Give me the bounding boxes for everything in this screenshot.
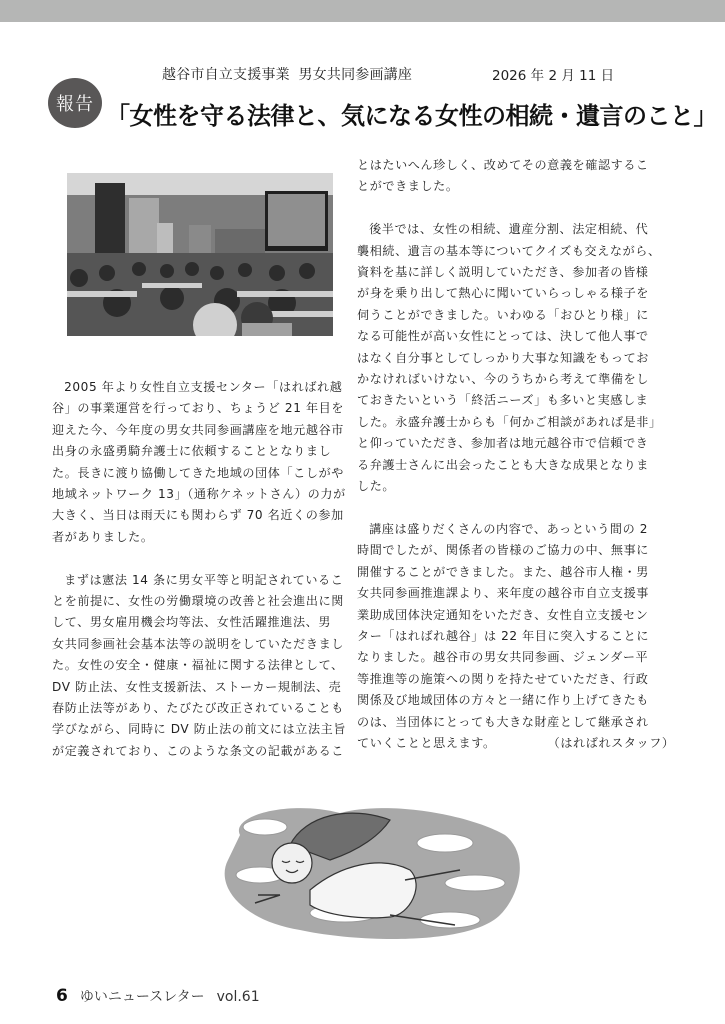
paragraph-line: 大きく、当日は雨天にも関わらず 70 名近くの参加 [52,508,344,523]
paragraph-line: なる可能性が高い女性にとっては、決して他人事で [357,329,649,344]
paragraph-line: かなければいけない、今のうちから考えて準備をし [357,372,649,387]
paragraph-line: 時間でしたが、関係者の皆様のご協力の中、無事に [357,543,649,558]
paragraph-line: 女共同参画推進課より、来年度の越谷市自立支援事 [357,586,649,601]
paragraph-line: る弁護士さんに出会ったことも大きな成果となりま [357,457,649,472]
paragraph-line: まずは憲法 14 条に男女平等と明記されているこ [64,572,344,587]
lecture-hall-photo-icon [67,173,333,336]
flying-woman-illustration [210,775,525,950]
paragraph-line: 谷」の事業運営を行っており、ちょうど 21 年目を [52,401,345,416]
paragraph-line: が定義されており、このような条文の記載があるこ [52,743,344,758]
volume-number: vol.61 [216,989,260,1005]
paragraph-break [357,198,657,219]
paragraph-line: が身を乗り出して熱心に聞いていらっしゃる様子を [357,286,649,301]
paragraph-line: とができました。 [357,179,459,194]
flying-woman-icon [210,775,525,950]
paragraph-line: 迎えた今、今年度の男女共同参画講座を地元越谷市 [52,422,344,437]
left-column [52,377,347,762]
paragraph-line: 関係及び地域団体の方々と一緒に作り上げてきたも [357,693,649,708]
page-footer [56,986,260,1006]
report-badge: 報告 [48,78,102,128]
paragraph-line: なりました。越谷市の男女共同参画、ジェンダー平 [357,650,649,665]
paragraph-line-with-signature [357,733,675,754]
paragraph-line: 等推進等の施策への関りを持たせていただき、行政 [357,671,649,686]
paragraph-line: 者がありました。 [52,529,154,544]
paragraph-line: はなく自分事としてしっかり大事な知識をもってお [357,350,649,365]
paragraph-line: 襲相続、遺言の基本等についてクイズも交えながら、 [357,243,661,258]
paragraph-line: ター「はればれ越谷」は 22 年目に突入することに [357,628,650,643]
paragraph-line: た。長きに渡り協働してきた地域の団体「こしがや [52,465,344,480]
paragraph-line: して、男女雇用機会均等法、女性活躍推進法、男 [52,615,332,630]
paragraph-line: した。永盛弁護士からも「何かご相談があれば是非」 [357,414,662,429]
top-band [0,0,725,22]
header-subtitle [162,64,412,84]
paragraph-line: とはたいへん珍しく、改めてその意義を確認するこ [357,158,649,172]
signature: （はればれスタッフ） [547,735,675,750]
paragraph-line: 講座は盛りだくさんの内容で、あっという間の 2 [369,521,649,536]
publication-name: ゆいニュースレター [79,989,205,1005]
program-name: 越谷市自立支援事業 [162,67,290,83]
paragraph-line: のは、当団体にとっても大きな財産として継承され [357,714,649,729]
paragraph-line: 出身の永盛勇騎弁護士に依頼することとなりまし [52,444,332,459]
event-date: 2026 年 2 月 11 日 [492,68,615,84]
paragraph-line: 開催することができました。また、越谷市人権・男 [357,564,649,579]
paragraph-line: DV 防止法、女性支援新法、ストーカー規制法、売 [52,679,342,694]
paragraph-line: 2005 年より女性自立支援センター「はればれ越 [64,380,343,394]
paragraph-line: 春防止法等があり、たびたび改正されていることも [52,701,344,716]
course-name: 男女共同参画講座 [298,67,413,83]
paragraph-break [357,497,657,518]
right-column [357,155,675,754]
paragraph-line: した。 [357,479,396,494]
paragraph-line: 地域ネットワーク 13」（通称ケネットさん）の力が [52,487,346,502]
paragraph-line: 業助成団体決定通知をいただき、女性自立支援セン [357,607,649,622]
headline: 「女性を守る法律と、気になる女性の相続・遺言のこと」 [106,101,717,130]
paragraph-break [52,548,342,569]
paragraph-line: と仰っていただき、参加者は地元越谷市で信頼でき [357,436,649,451]
paragraph-line: 学びながら、同時に DV 防止法の前文には立法主旨 [52,722,347,737]
paragraph-line: 女共同参画社会基本法等の説明をしていただきまし [52,636,344,651]
paragraph-line: 資料を基に詳しく説明していただき、参加者の皆様 [357,265,649,280]
paragraph-line: ていくことと思えます。 [357,735,496,750]
page-number: 6 [56,986,68,1006]
paragraph-line: ておきたいという「終活ニーズ」も多いと実感しま [357,393,649,408]
paragraph-line: とを前提に、女性の労働環境の改善と社会進出に関 [52,594,344,609]
paragraph-line: た。女性の安全・健康・福祉に関する法律として、 [52,658,344,673]
event-photo [67,173,333,336]
paragraph-line: 後半では、女性の相続、遺産分割、法定相続、代 [369,222,649,237]
paragraph-line: 伺うことができました。いわゆる「おひとり様」に [357,307,649,322]
